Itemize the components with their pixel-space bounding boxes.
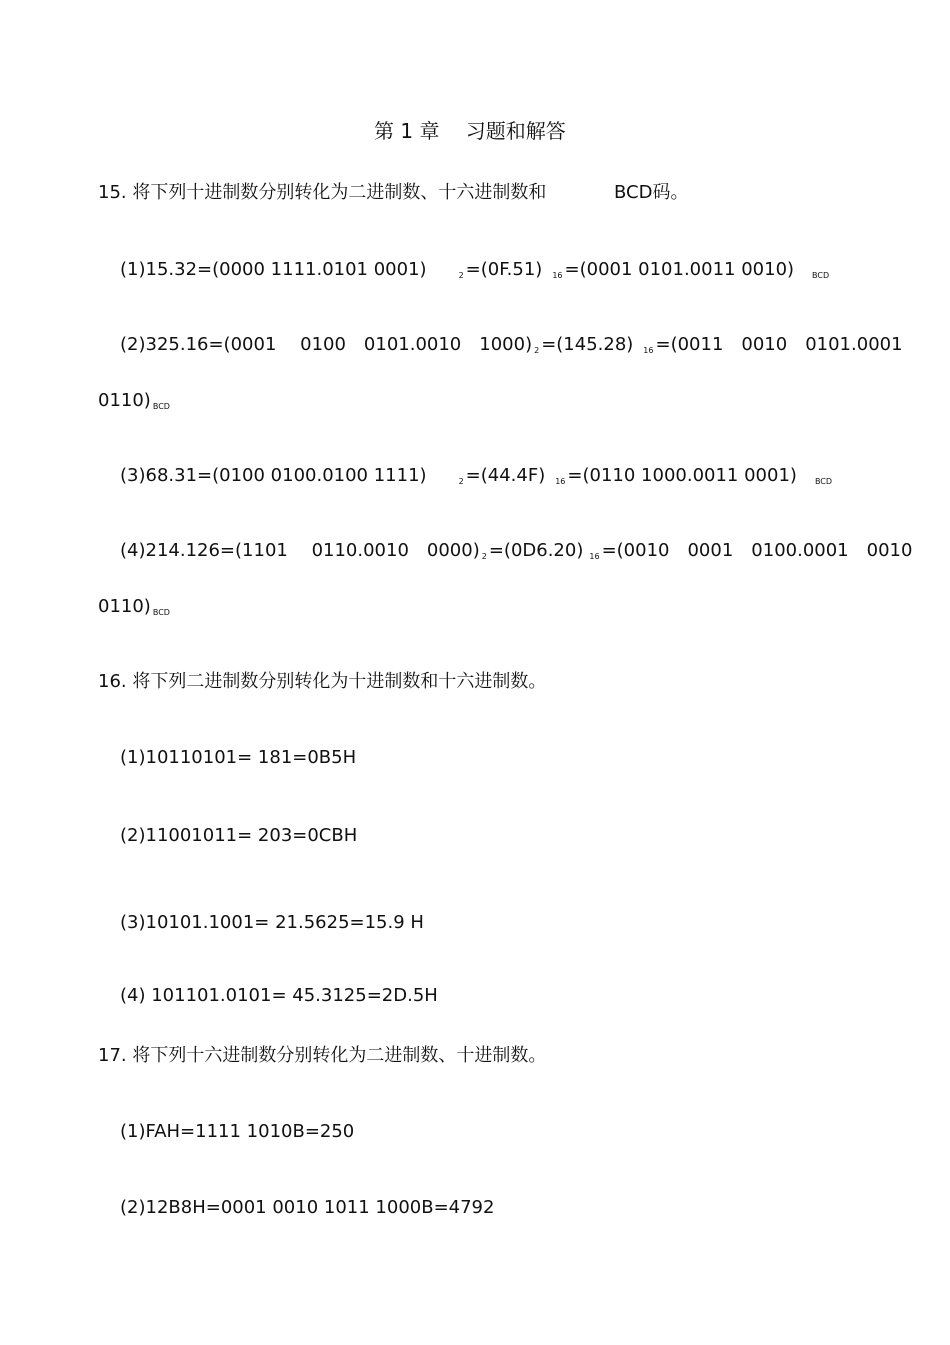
q15-2-binary: (2)325.16=(0001 0100 0101.0010 1000) xyxy=(120,334,533,355)
q15-2-sub-16: 16 xyxy=(643,346,654,355)
q15-4-bcd: =(0010 0001 0100.0001 0010 xyxy=(601,540,913,561)
q15-3-binary: (3)68.31=(0100 0100.0100 1111) xyxy=(120,465,427,486)
q15-1-binary: (1)15.32=(0000 1111.0101 0001) xyxy=(120,259,427,280)
q15-4-bcd-cont: 0110) xyxy=(98,596,151,617)
q15-4-hex: =(0D6.20) xyxy=(488,540,584,561)
q15-item-3 xyxy=(120,465,834,493)
q16-item-1: (1)10110101= 181=0B5H xyxy=(120,747,357,768)
q17-item-2: (2)12B8H=0001 0010 1011 1000B=4792 xyxy=(120,1197,495,1218)
q15-item-4 xyxy=(120,540,912,568)
q15-1-bcd: =(0001 0101.0011 0010) xyxy=(564,259,795,280)
page-title: 第 1 章 习题和解答 xyxy=(374,119,566,143)
q15-item-2 xyxy=(120,334,903,362)
q15-item-2-cont xyxy=(98,390,172,418)
q16-item-3: (3)10101.1001= 21.5625=15.9 H xyxy=(120,912,424,933)
q15-2-bcd: =(0011 0010 0101.0001 xyxy=(655,334,903,355)
q16-heading: 16. 将下列二进制数分别转化为十进制数和十六进制数。 xyxy=(98,671,547,692)
q15-2-bcd-cont: 0110) xyxy=(98,390,151,411)
q15-3-hex: =(44.4F) xyxy=(465,465,546,486)
q15-3-sub-bcd: BCD xyxy=(814,477,833,486)
q15-1-sub-16: 16 xyxy=(552,271,563,280)
q15-1-sub-bcd: BCD xyxy=(812,271,830,280)
q17-heading: 17. 将下列十六进制数分别转化为二进制数、十进制数。 xyxy=(98,1045,547,1066)
q15-3-bcd: =(0110 1000.0011 0001) xyxy=(567,465,797,486)
q15-item-1 xyxy=(120,259,831,287)
q15-4-binary: (4)214.126=(1101 0110.0010 0000) xyxy=(120,540,480,561)
q16-item-4: (4) 101101.0101= 45.3125=2D.5H xyxy=(120,985,438,1006)
q15-2-sub-bcd: BCD xyxy=(152,402,170,411)
q15-2-sub-2: 2 xyxy=(534,346,540,355)
q15-3-sub-16: 16 xyxy=(555,477,566,486)
q15-heading xyxy=(98,182,546,204)
q15-1-sub-2: 2 xyxy=(458,271,464,280)
q15-heading-text: 15. 将下列十进制数分别转化为二进制数、十六进制数和 xyxy=(98,182,547,203)
q15-3-sub-2: 2 xyxy=(458,477,464,486)
q15-1-hex: =(0F.51) xyxy=(465,259,543,280)
q17-item-1: (1)FAH=1111 1010B=250 xyxy=(120,1121,355,1142)
q15-4-sub-2: 2 xyxy=(481,552,487,561)
q16-item-2: (2)11001011= 203=0CBH xyxy=(120,825,358,846)
q15-4-sub-16: 16 xyxy=(589,552,600,561)
q15-item-4-cont xyxy=(98,596,172,624)
q15-4-sub-bcd: BCD xyxy=(152,608,170,617)
q15-2-hex: =(145.28) xyxy=(541,334,634,355)
q15-heading-tail: BCD码。 xyxy=(614,182,689,203)
